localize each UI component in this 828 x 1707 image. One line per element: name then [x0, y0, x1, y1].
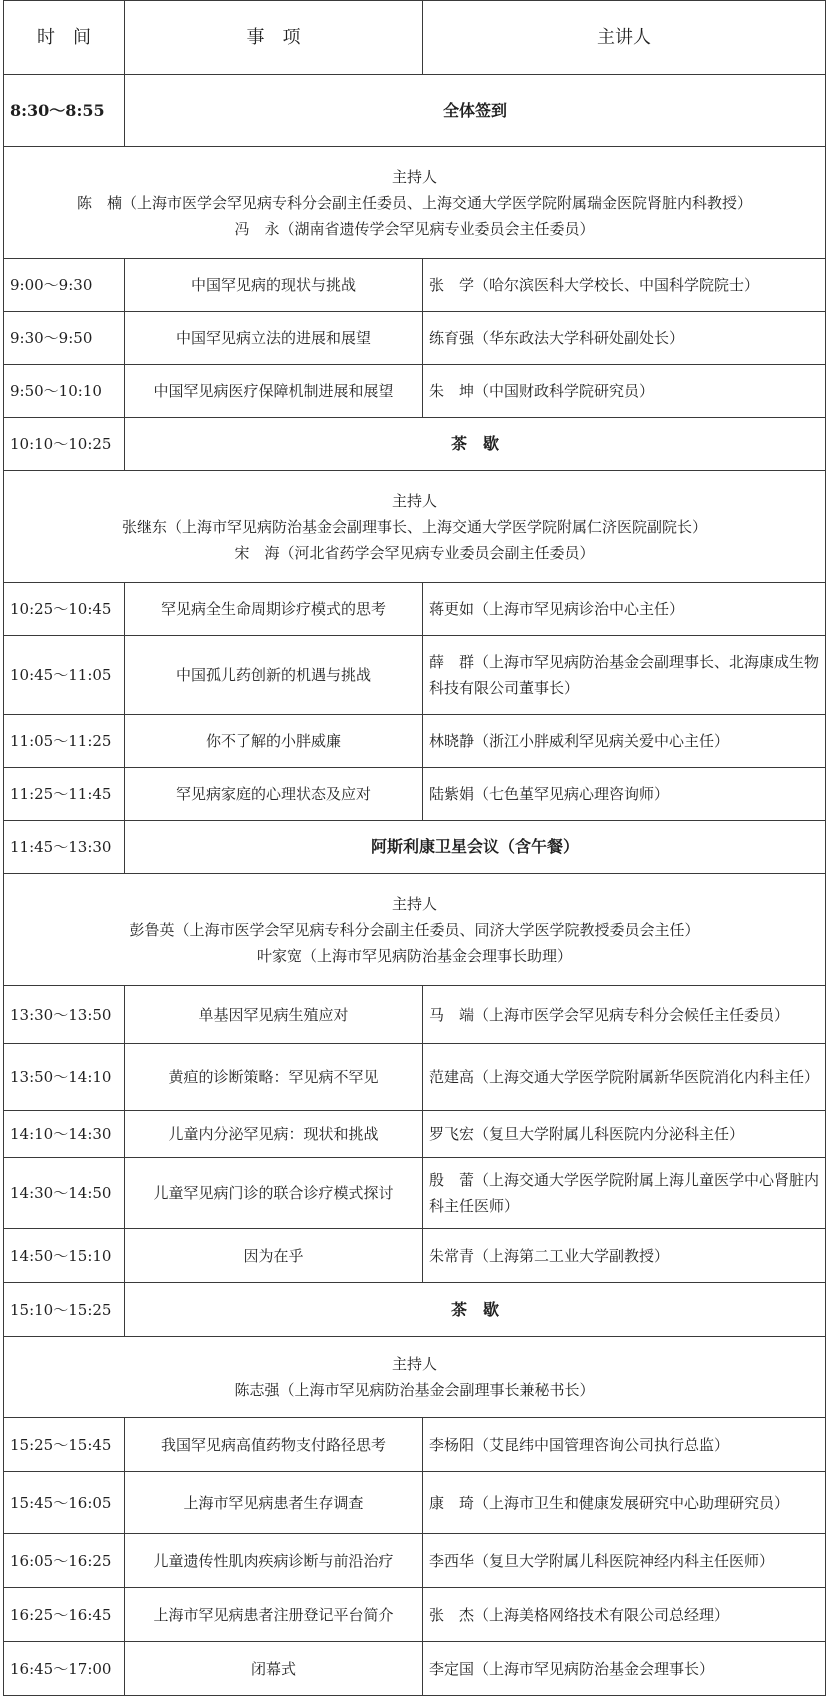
session-topic: 中国罕见病立法的进展和展望	[125, 312, 423, 365]
table-row	[4, 1158, 826, 1229]
session-speaker: 张 杰（上海美格网络技术有限公司总经理）	[423, 1588, 826, 1642]
host-person: 叶家宽（上海市罕见病防治基金会理事长助理）	[256, 946, 572, 965]
table-row	[4, 365, 826, 418]
session-time: 16:45～17:00	[4, 1642, 125, 1696]
signin-row	[4, 75, 826, 147]
table-row	[4, 1044, 826, 1111]
session-topic: 罕见病全生命周期诊疗模式的思考	[125, 583, 423, 636]
table-row	[4, 1111, 826, 1158]
schedule-table	[3, 0, 826, 1696]
host-person: 彭鲁英（上海市医学会罕见病专科分会副主任委员、同济大学医学院教授委员会主任）	[129, 920, 700, 939]
session-time: 16:25～16:45	[4, 1588, 125, 1642]
session-time: 10:25～10:45	[4, 583, 125, 636]
session-time: 9:30～9:50	[4, 312, 125, 365]
session-speaker: 李西华（复旦大学附属儿科医院神经内科主任医师）	[423, 1534, 826, 1588]
session-speaker: 朱常青（上海第二工业大学副教授）	[423, 1229, 826, 1283]
session-time: 13:30～13:50	[4, 986, 125, 1044]
header-item: 事 项	[125, 1, 423, 75]
host-title: 主持人	[391, 167, 437, 186]
session-speaker: 练育强（华东政法大学科研处副处长）	[423, 312, 826, 365]
session-topic: 中国罕见病医疗保障机制进展和展望	[125, 365, 423, 418]
host-block-1	[4, 147, 826, 259]
host-person: 张继东（上海市罕见病防治基金会副理事长、上海交通大学医学院附属仁济医院副院长）	[121, 517, 707, 536]
table-header	[4, 1, 826, 75]
session-speaker: 罗飞宏（复旦大学附属儿科医院内分泌科主任）	[423, 1111, 826, 1158]
session-speaker: 朱 坤（中国财政科学院研究员）	[423, 365, 826, 418]
table-row	[4, 583, 826, 636]
signin-time: 8:30～8:55	[4, 75, 125, 147]
session-time: 14:30～14:50	[4, 1158, 125, 1229]
session-topic: 闭幕式	[125, 1642, 423, 1696]
session-speaker: 蒋更如（上海市罕见病诊治中心主任）	[423, 583, 826, 636]
session-time: 13:50～14:10	[4, 1044, 125, 1111]
session-topic: 单基因罕见病生殖应对	[125, 986, 423, 1044]
session-topic: 因为在乎	[125, 1229, 423, 1283]
session-speaker: 李定国（上海市罕见病防治基金会理事长）	[423, 1642, 826, 1696]
lunch-label: 阿斯利康卫星会议（含午餐）	[125, 821, 826, 874]
session-topic: 儿童罕见病门诊的联合诊疗模式探讨	[125, 1158, 423, 1229]
session-speaker: 林晓静（浙江小胖威利罕见病关爱中心主任）	[423, 715, 826, 768]
table-row	[4, 312, 826, 365]
session-speaker: 陆紫娟（七色堇罕见病心理咨询师）	[423, 768, 826, 821]
session-topic: 中国罕见病的现状与挑战	[125, 259, 423, 312]
break-label: 茶 歇	[125, 418, 826, 471]
table-row	[4, 1229, 826, 1283]
session-speaker: 范建高（上海交通大学医学院附属新华医院消化内科主任）	[423, 1044, 826, 1111]
table-row	[4, 259, 826, 312]
host-person: 宋 海（河北省药学会罕见病专业委员会副主任委员）	[234, 543, 595, 562]
session-speaker: 马 端（上海市医学会罕见病专科分会候任主任委员）	[423, 986, 826, 1044]
session-topic: 儿童内分泌罕见病：现状和挑战	[125, 1111, 423, 1158]
session-time: 9:50～10:10	[4, 365, 125, 418]
host-block-2	[4, 471, 826, 583]
session-time: 15:25～15:45	[4, 1418, 125, 1472]
session-time: 11:05～11:25	[4, 715, 125, 768]
table-row	[4, 1642, 826, 1696]
host-title: 主持人	[391, 491, 437, 510]
session-time: 16:05～16:25	[4, 1534, 125, 1588]
break-label: 茶 歇	[125, 1283, 826, 1337]
session-time: 10:45～11:05	[4, 636, 125, 715]
table-row	[4, 1534, 826, 1588]
session-topic: 上海市罕见病患者生存调查	[125, 1472, 423, 1534]
session-time: 9:00～9:30	[4, 259, 125, 312]
session-time: 15:45～16:05	[4, 1472, 125, 1534]
session-topic: 你不了解的小胖威廉	[125, 715, 423, 768]
session-time: 14:50～15:10	[4, 1229, 125, 1283]
session-topic: 我国罕见病高值药物支付路径思考	[125, 1418, 423, 1472]
session-topic: 儿童遗传性肌肉疾病诊断与前沿治疗	[125, 1534, 423, 1588]
header-time: 时 间	[4, 1, 125, 75]
session-topic: 中国孤儿药创新的机遇与挑战	[125, 636, 423, 715]
host-block-4	[4, 1337, 826, 1418]
table-row	[4, 636, 826, 715]
break-time: 10:10～10:25	[4, 418, 125, 471]
table-row	[4, 1418, 826, 1472]
session-speaker: 薛 群（上海市罕见病防治基金会副理事长、北海康成生物科技有限公司董事长）	[423, 636, 826, 715]
table-row	[4, 715, 826, 768]
lunch-time: 11:45～13:30	[4, 821, 125, 874]
signin-label: 全体签到	[125, 75, 826, 147]
session-topic: 罕见病家庭的心理状态及应对	[125, 768, 423, 821]
session-speaker: 李杨阳（艾昆纬中国管理咨询公司执行总监）	[423, 1418, 826, 1472]
table-row	[4, 986, 826, 1044]
break-row	[4, 1283, 826, 1337]
table-row	[4, 1588, 826, 1642]
host-title: 主持人	[391, 1355, 437, 1373]
host-person: 陈 楠（上海市医学会罕见病专科分会副主任委员、上海交通大学医学院附属瑞金医院肾脏内科教授）	[76, 193, 752, 212]
session-time: 14:10～14:30	[4, 1111, 125, 1158]
host-block-3	[4, 874, 826, 986]
session-speaker: 殷 蕾（上海交通大学医学院附属上海儿童医学中心肾脏内科主任医师）	[423, 1158, 826, 1229]
session-time: 11:25～11:45	[4, 768, 125, 821]
header-speaker: 主讲人	[423, 1, 826, 75]
session-topic: 上海市罕见病患者注册登记平台简介	[125, 1588, 423, 1642]
break-row	[4, 418, 826, 471]
table-row	[4, 1472, 826, 1534]
break-time: 15:10～15:25	[4, 1283, 125, 1337]
session-speaker: 张 学（哈尔滨医科大学校长、中国科学院院士）	[423, 259, 826, 312]
lunch-row	[4, 821, 826, 874]
host-person: 冯 永（湖南省遗传学会罕见病专业委员会主任委员）	[234, 219, 595, 238]
session-speaker: 康 琦（上海市卫生和健康发展研究中心助理研究员）	[423, 1472, 826, 1534]
host-title: 主持人	[391, 894, 437, 913]
host-person: 陈志强（上海市罕见病防治基金会副理事长兼秘书长）	[234, 1381, 595, 1399]
session-topic: 黄疸的诊断策略：罕见病不罕见	[125, 1044, 423, 1111]
table-row	[4, 768, 826, 821]
